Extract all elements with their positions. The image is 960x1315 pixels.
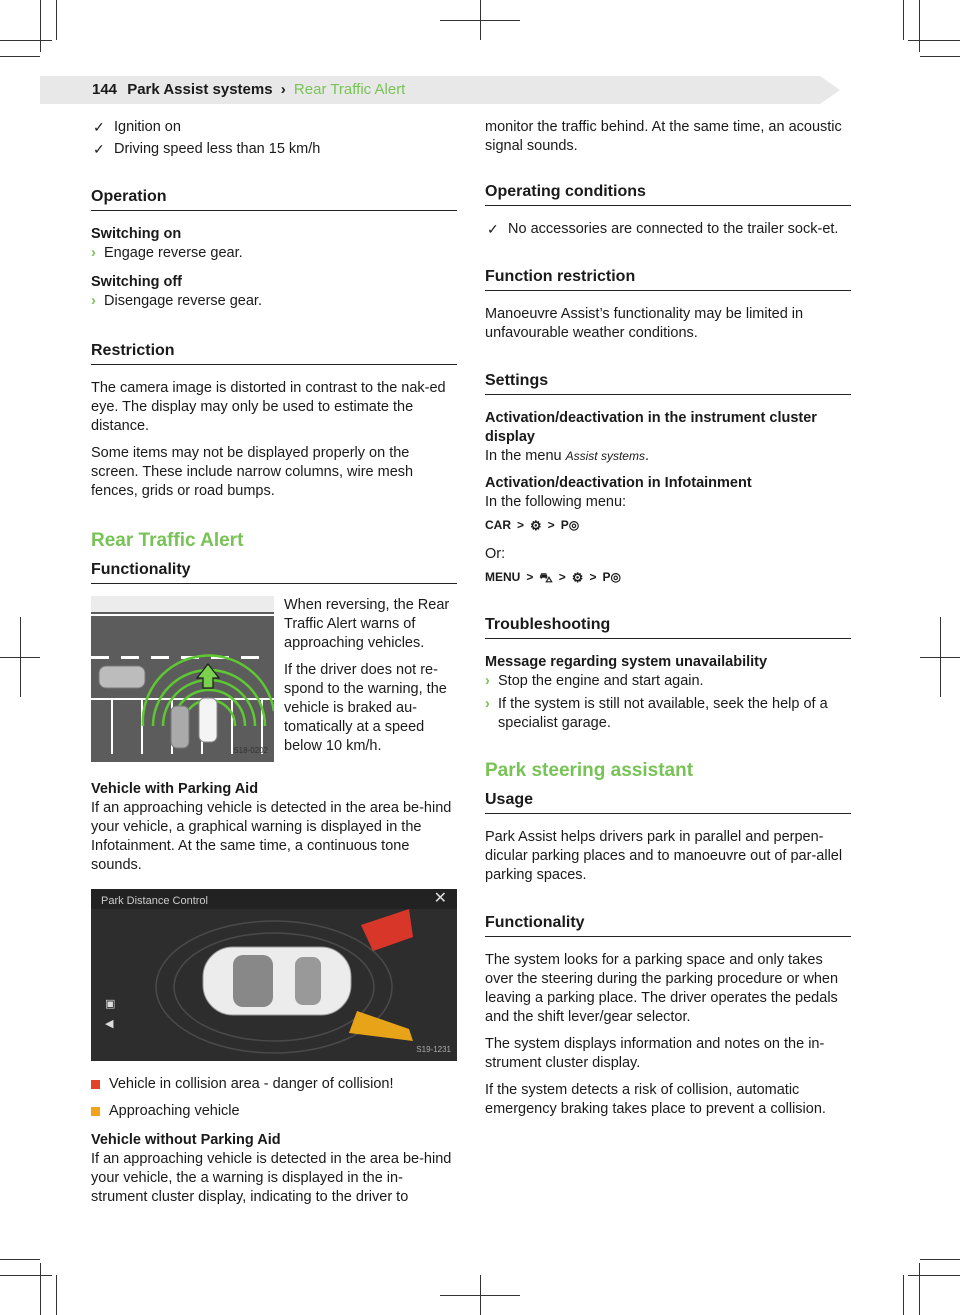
crop-mark <box>0 1275 52 1276</box>
left-column <box>91 118 457 1215</box>
legend-text: Approaching vehicle <box>109 1103 240 1119</box>
car-icon[interactable]: ⛍ <box>539 570 553 585</box>
heading-operation: Operation <box>91 187 457 211</box>
condition-text: Ignition on <box>114 119 181 135</box>
heading-operating-conditions: Operating conditions <box>485 182 851 206</box>
troubleshooting-title: Message regarding system unavailability <box>485 654 768 670</box>
switching-on-title: Switching on <box>91 226 182 242</box>
rta-figure <box>91 596 274 762</box>
park-icon[interactable]: P◎ <box>602 570 621 584</box>
crop-mark <box>40 0 41 52</box>
crop-mark <box>920 1259 960 1260</box>
functionality-paragraph: The system displays information and notes on the in-strument cluster display. <box>485 1036 825 1071</box>
crop-mark <box>919 1263 920 1315</box>
crop-mark <box>480 1275 481 1315</box>
step-text: Engage reverse gear. <box>104 245 243 261</box>
svg-text:▣: ▣ <box>105 997 116 1010</box>
cluster-suffix: . <box>644 448 649 464</box>
rta-paragraph: When reversing, the Rear Traffic Alert warns of approaching vehicles. <box>284 597 450 651</box>
heading-troubleshooting: Troubleshooting <box>485 615 851 639</box>
arrow-bullet-icon: › <box>485 696 490 712</box>
breadcrumb-separator: › <box>280 81 286 98</box>
condition-item <box>485 220 851 239</box>
condition-text: No accessories are connected to the trailer sock-et. <box>508 221 839 237</box>
menu-arrow: > <box>558 570 566 584</box>
condition-text: Driving speed less than 15 km/h <box>114 141 321 157</box>
step-text: Stop the engine and start again. <box>498 673 704 689</box>
park-icon[interactable]: P◎ <box>560 518 580 532</box>
menu-arrow: > <box>526 570 534 584</box>
crop-mark <box>903 1275 904 1315</box>
condition-item <box>91 140 457 159</box>
condition-item <box>91 118 457 137</box>
section-title-rta: Rear Traffic Alert <box>91 530 244 551</box>
infotainment-text: In the following menu: <box>485 494 627 510</box>
menu-path <box>485 568 851 587</box>
crop-mark <box>56 1275 57 1315</box>
heading-restriction: Restriction <box>91 341 457 365</box>
crop-mark <box>919 0 920 52</box>
check-icon: ✓ <box>93 119 105 135</box>
switching-off-title: Switching off <box>91 274 183 290</box>
car-key[interactable]: CAR <box>485 518 511 532</box>
no-parking-aid-text: If an approaching vehicle is detected in the area be-hind your vehicle, the a warning is displayed in the in-strument cluster display, indicating to the driver to <box>91 1151 452 1205</box>
restriction-paragraph: The camera image is distorted in contrast to the nak-ed eye. The display may only be used to estimate the distance. <box>91 380 446 434</box>
step-item <box>91 292 457 311</box>
menu-arrow: > <box>589 570 597 584</box>
close-icon[interactable]: ✕ <box>433 890 447 907</box>
crop-mark <box>908 1275 960 1276</box>
right-column <box>485 118 851 1127</box>
heading-functionality: Functionality <box>91 560 457 584</box>
menu-key[interactable]: MENU <box>485 570 521 584</box>
functionality-paragraph: The system looks for a parking space and only takes over the steering during the parking procedure or when leaving a parking place. The driver operates the pedals and the shift lever/gear selector. <box>485 952 839 1025</box>
gear-icon[interactable]: ⚙ <box>530 518 542 533</box>
page-number: 144 <box>92 81 118 98</box>
legend-item <box>91 1075 457 1094</box>
cluster-title: Activation/deactivation in the instrument cluster display <box>485 410 817 445</box>
menu-arrow: > <box>547 518 555 532</box>
figure-label: S18-0202 <box>233 746 268 755</box>
crop-mark <box>0 56 40 57</box>
continued-text: monitor the traffic behind. At the same time, an acoustic signal sounds. <box>485 119 842 154</box>
crop-mark <box>0 40 52 41</box>
arrow-bullet-icon: › <box>91 245 96 261</box>
crop-mark <box>56 0 57 40</box>
cluster-prefix: In the menu <box>485 448 562 464</box>
restriction-paragraph: Some items may not be displayed properly on the screen. These include narrow columns, wire mesh fences, grids or road bumps. <box>91 445 414 499</box>
step-item <box>485 672 851 691</box>
gear-icon[interactable]: ⚙ <box>571 570 584 585</box>
figure-label: S19-1231 <box>416 1045 451 1054</box>
crop-mark <box>920 56 960 57</box>
infotainment-title: Activation/deactivation in Infotainment <box>485 475 752 491</box>
crop-mark <box>0 1259 40 1260</box>
legend-text: Vehicle in collision area - danger of collision! <box>109 1076 394 1092</box>
cluster-menu: Assist systems <box>565 449 645 463</box>
legend-orange-swatch <box>91 1107 100 1116</box>
parking-aid-text: If an approaching vehicle is detected in the area be-hind your vehicle, a graphical warning is displayed in the Infotainment. At the same time, a continuous tone sounds. <box>91 800 452 873</box>
parking-aid-title: Vehicle with Parking Aid <box>91 781 259 797</box>
cluster-text <box>485 447 851 466</box>
pdc-title: Park Distance Control <box>101 895 208 907</box>
heading-usage: Usage <box>485 790 851 814</box>
figure-row <box>91 596 457 780</box>
step-item <box>485 695 851 733</box>
crop-mark <box>903 0 904 40</box>
menu-arrow: > <box>517 518 525 532</box>
section-title-psa: Park steering assistant <box>485 760 694 781</box>
step-text: If the system is still not available, seek the help of a specialist garage. <box>498 696 828 731</box>
functionality-paragraph: If the system detects a risk of collision, automatic emergency braking takes place to prevent a collision. <box>485 1082 826 1117</box>
step-item <box>91 244 457 263</box>
rta-illustration <box>91 596 274 762</box>
step-text: Disengage reverse gear. <box>104 293 262 309</box>
arrow-bullet-icon: › <box>91 293 96 309</box>
no-parking-aid-title: Vehicle without Parking Aid <box>91 1132 281 1148</box>
pdc-figure <box>91 889 457 1061</box>
rta-paragraph: If the driver does not re-spond to the warning, the vehicle is braked au-tomatically at a speed below 10 km/h. <box>284 662 447 754</box>
crop-mark <box>908 40 960 41</box>
pdc-illustration <box>91 889 457 1061</box>
arrow-bullet-icon: › <box>485 673 490 689</box>
function-restriction-text: Manoeuvre Assist’s functionality may be limited in unfavourable weather conditions. <box>485 306 804 341</box>
usage-text: Park Assist helps drivers park in parallel and perpen-dicular parking places and to manoeuvre out of par-allel parking spaces. <box>485 829 843 883</box>
breadcrumb-current: Rear Traffic Alert <box>293 81 406 98</box>
svg-text:◀: ◀ <box>105 1017 114 1030</box>
crop-mark <box>20 617 21 697</box>
crop-mark <box>40 1263 41 1315</box>
heading-functionality: Functionality <box>485 913 851 937</box>
crop-mark <box>480 0 481 40</box>
check-icon: ✓ <box>487 221 499 237</box>
heading-function-restriction: Function restriction <box>485 267 851 291</box>
heading-settings: Settings <box>485 371 851 395</box>
legend-item <box>91 1102 457 1121</box>
breadcrumb-section[interactable]: Park Assist systems <box>127 81 273 98</box>
legend-red-swatch <box>91 1080 100 1089</box>
breadcrumb <box>92 81 405 98</box>
rta-text <box>284 596 459 764</box>
check-icon: ✓ <box>93 141 105 157</box>
crop-mark <box>940 617 941 697</box>
menu-path <box>485 516 851 535</box>
or-text: Or: <box>485 546 506 562</box>
